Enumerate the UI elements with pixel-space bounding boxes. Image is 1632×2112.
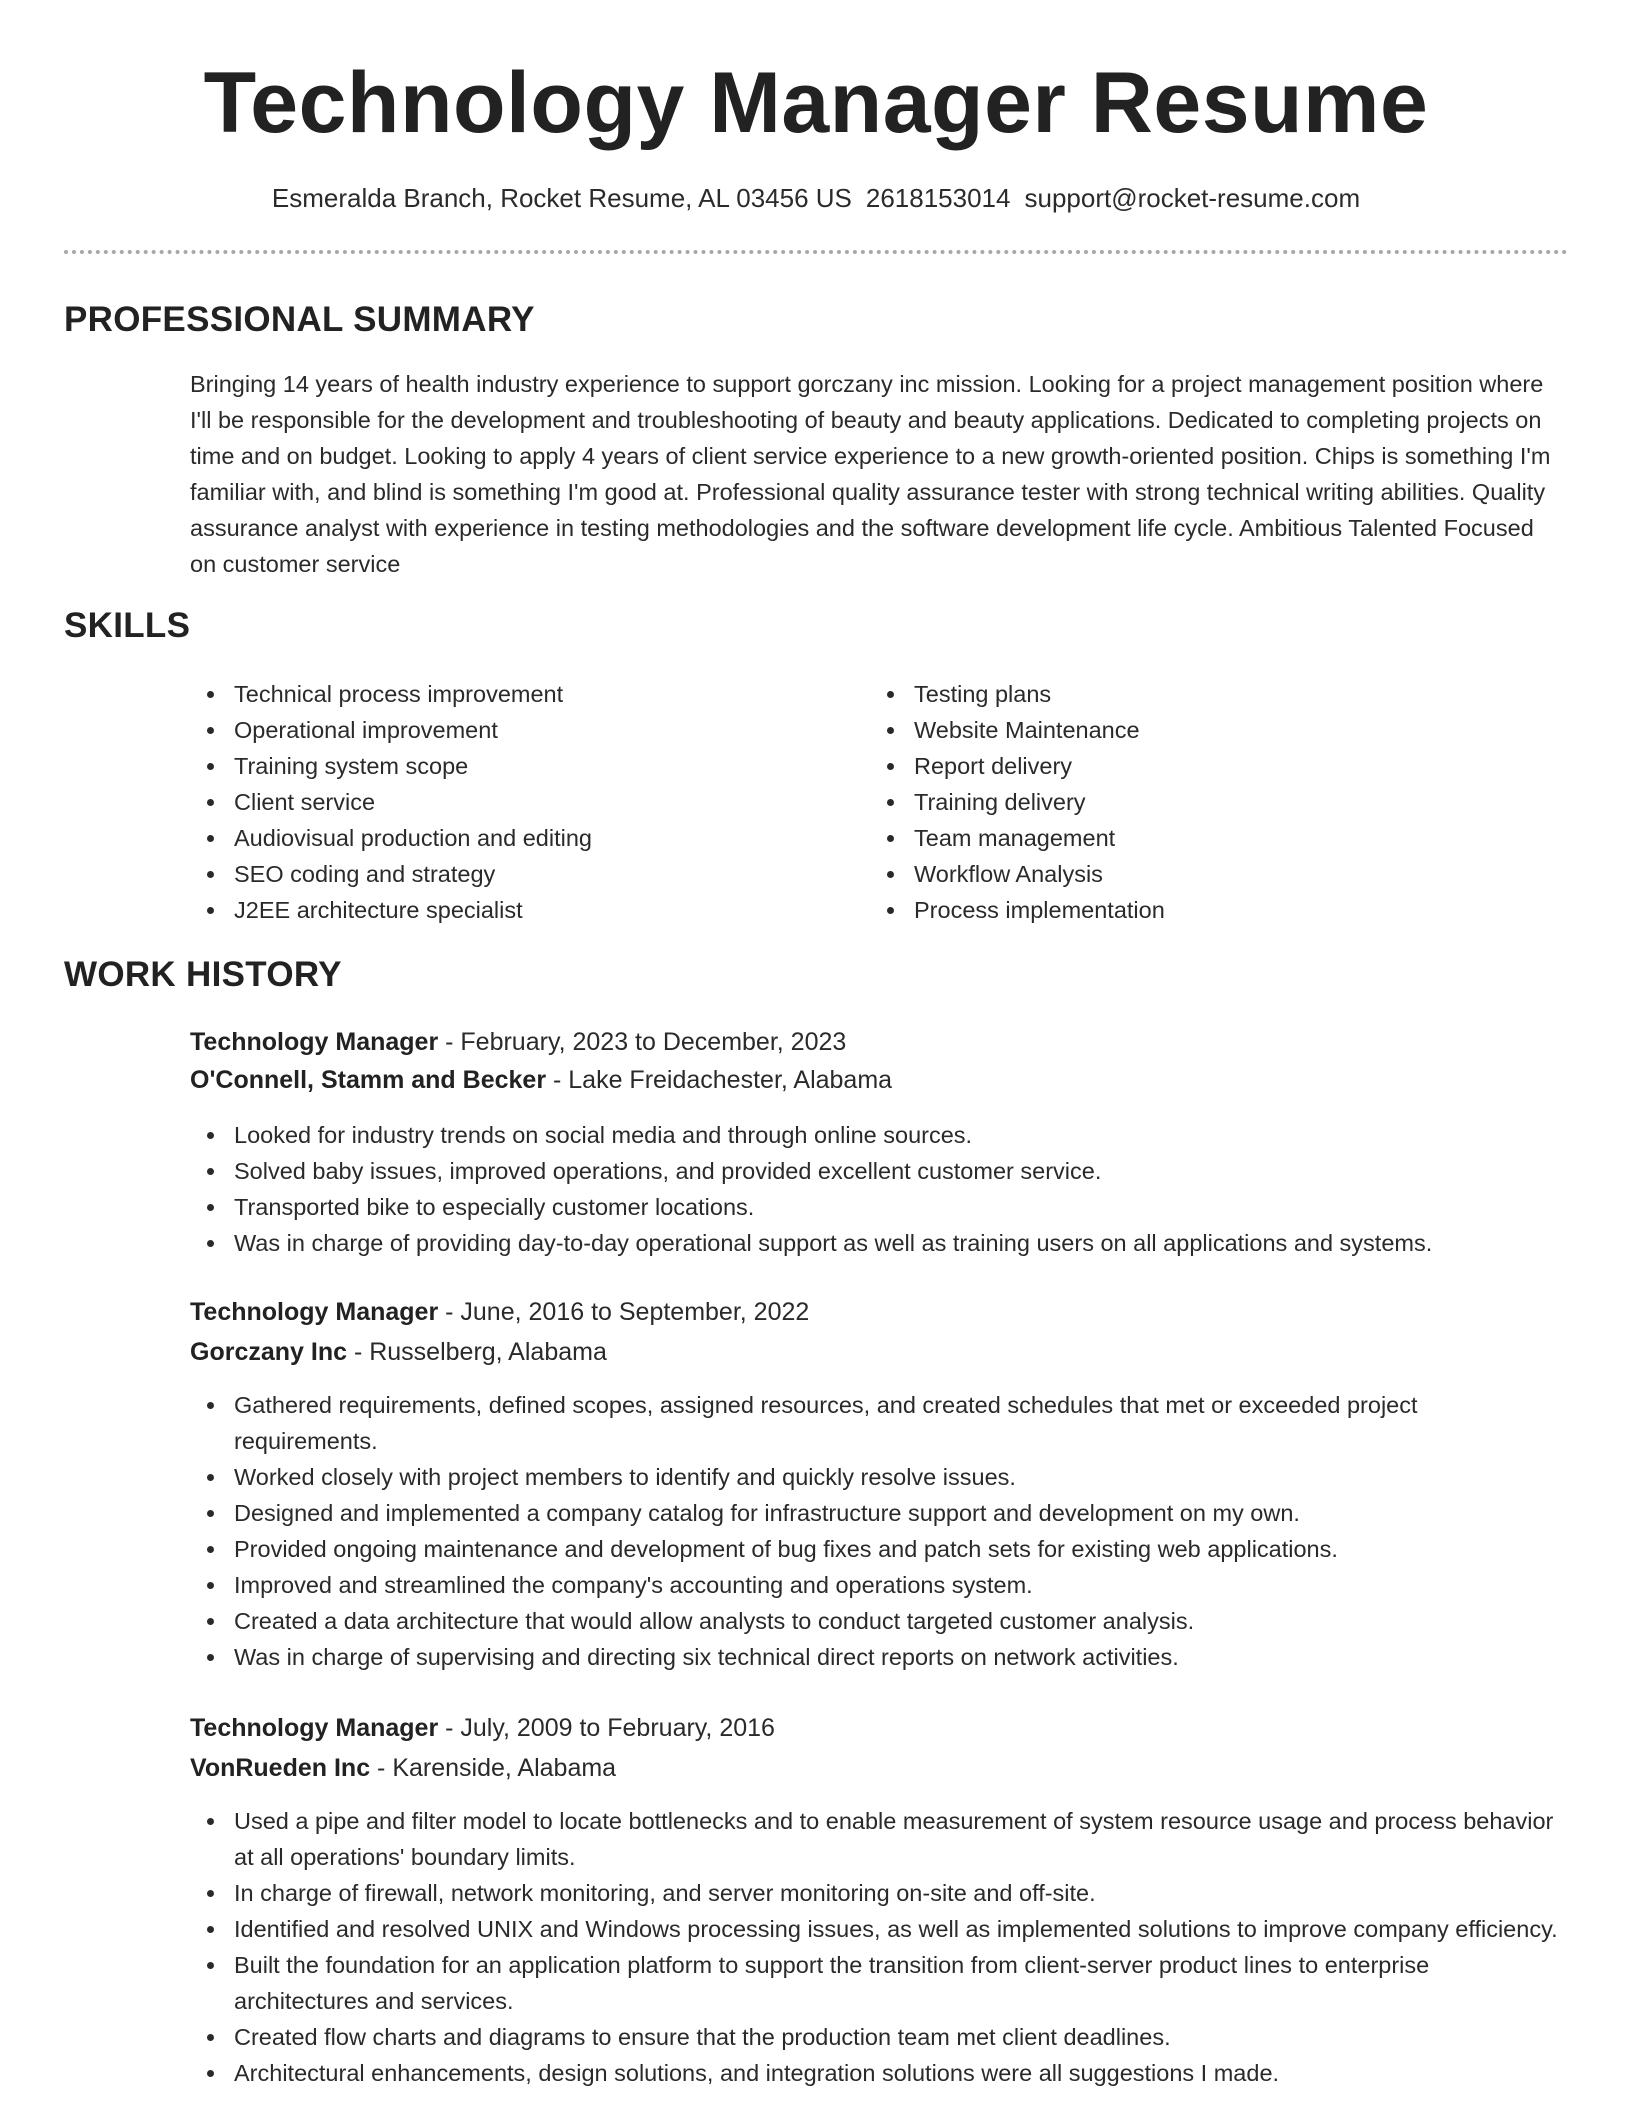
job-location: - Lake Freidachester, Alabama xyxy=(546,1066,893,1094)
job-bullets xyxy=(190,1803,1560,2091)
skill-item: Operational improvement xyxy=(190,712,830,748)
skill-item: Workflow Analysis xyxy=(870,856,1510,892)
job-company: Gorczany Inc xyxy=(190,1338,347,1366)
job-bullet: Created flow charts and diagrams to ensure that the production team met client deadlines. xyxy=(190,2019,1560,2055)
job-bullet: Designed and implemented a company catalog for infrastructure support and development on my own. xyxy=(190,1495,1560,1531)
job-bullets xyxy=(190,1117,1560,1261)
job-bullet: Looked for industry trends on social media and through online sources. xyxy=(190,1117,1560,1153)
skills-heading: SKILLS xyxy=(64,606,191,645)
job-bullet: Created a data architecture that would allow analysts to conduct targeted customer analysis. xyxy=(190,1603,1560,1639)
job-bullet: In charge of firewall, network monitoring, and server monitoring on-site and off-site. xyxy=(190,1875,1560,1911)
skill-item: Audiovisual production and editing xyxy=(190,820,830,856)
job-title-line xyxy=(190,1709,775,1747)
job-title-line xyxy=(190,1293,809,1331)
skill-item: Team management xyxy=(870,820,1510,856)
job-bullet: Worked closely with project members to identify and quickly resolve issues. xyxy=(190,1459,1560,1495)
contact-email[interactable]: support@rocket-resume.com xyxy=(1024,183,1361,213)
skill-item: Report delivery xyxy=(870,748,1510,784)
skill-item: Process implementation xyxy=(870,892,1510,928)
job-bullets xyxy=(190,1387,1560,1675)
job-bullet: Was in charge of supervising and directing six technical direct reports on network activities. xyxy=(190,1639,1560,1675)
skill-item: Client service xyxy=(190,784,830,820)
job-location: - Russelberg, Alabama xyxy=(347,1338,607,1366)
job-location: - Karenside, Alabama xyxy=(370,1754,617,1782)
job-title: Technology Manager xyxy=(190,1714,439,1742)
contact-phone: 2618153014 xyxy=(865,183,1011,213)
skill-item: Technical process improvement xyxy=(190,676,830,712)
job-company-line xyxy=(190,1061,892,1099)
job-bullet: Identified and resolved UNIX and Windows processing issues, as well as implemented solutions to improve company efficiency. xyxy=(190,1911,1560,1947)
skill-item: SEO coding and strategy xyxy=(190,856,830,892)
skill-item: Website Maintenance xyxy=(870,712,1510,748)
job-bullet: Provided ongoing maintenance and development of bug fixes and patch sets for existing web applications. xyxy=(190,1531,1560,1567)
skill-item: J2EE architecture specialist xyxy=(190,892,830,928)
job-bullet: Built the foundation for an application platform to support the transition from client-server product lines to enterprise architectures and services. xyxy=(190,1947,1560,2019)
resume-title: Technology Manager Resume xyxy=(203,55,1429,151)
contact-address: Esmeralda Branch, Rocket Resume, AL 03456 US xyxy=(271,183,852,213)
job-title: Technology Manager xyxy=(190,1298,439,1326)
job-bullet: Gathered requirements, defined scopes, assigned resources, and created schedules that met or exceeded project requirements. xyxy=(190,1387,1560,1459)
skill-item: Training delivery xyxy=(870,784,1510,820)
job-bullet: Used a pipe and filter model to locate bottlenecks and to enable measurement of system resource usage and process behavior at all operations' boundary limits. xyxy=(190,1803,1560,1875)
job-title: Technology Manager xyxy=(190,1028,439,1056)
header-divider xyxy=(64,250,1568,254)
job-company-line xyxy=(190,1749,616,1787)
skill-item: Training system scope xyxy=(190,748,830,784)
job-bullet: Architectural enhancements, design solutions, and integration solutions were all suggestions I made. xyxy=(190,2055,1560,2091)
job-company-line xyxy=(190,1333,607,1371)
contact-line xyxy=(0,180,1632,216)
job-dates: - June, 2016 to September, 2022 xyxy=(438,1298,810,1326)
job-dates: - July, 2009 to February, 2016 xyxy=(438,1714,775,1742)
skill-item: Testing plans xyxy=(870,676,1510,712)
summary-heading: PROFESSIONAL SUMMARY xyxy=(64,300,535,339)
job-title-line xyxy=(190,1023,846,1061)
skills-list-left xyxy=(190,676,830,928)
job-company: O'Connell, Stamm and Becker xyxy=(190,1066,547,1094)
work-heading: WORK HISTORY xyxy=(64,955,342,994)
job-bullet: Transported bike to especially customer locations. xyxy=(190,1189,1560,1225)
job-company: VonRueden Inc xyxy=(190,1754,371,1782)
job-bullet: Solved baby issues, improved operations, and provided excellent customer service. xyxy=(190,1153,1560,1189)
summary-text: Bringing 14 years of health industry experience to support gorczany inc mission. Looking for a project management position where I'll be responsible for the development and troubleshooting of beauty and beauty applications. Dedicated to completing projects on time and on budget. Looking to apply 4 years of client service experience to a new growth-oriented position. Chips is something I'm familiar with, and blind is something I'm good at. Professional quality assurance tester with strong technical writing abilities. Quality assurance analyst with experience in testing methodologies and the software development life cycle. Ambitious Talented Focused on customer service xyxy=(190,371,1551,577)
job-bullet: Improved and streamlined the company's accounting and operations system. xyxy=(190,1567,1560,1603)
job-bullet: Was in charge of providing day-to-day operational support as well as training users on all applications and systems. xyxy=(190,1225,1560,1261)
job-dates: - February, 2023 to December, 2023 xyxy=(438,1028,847,1056)
skills-list-right xyxy=(870,676,1510,928)
